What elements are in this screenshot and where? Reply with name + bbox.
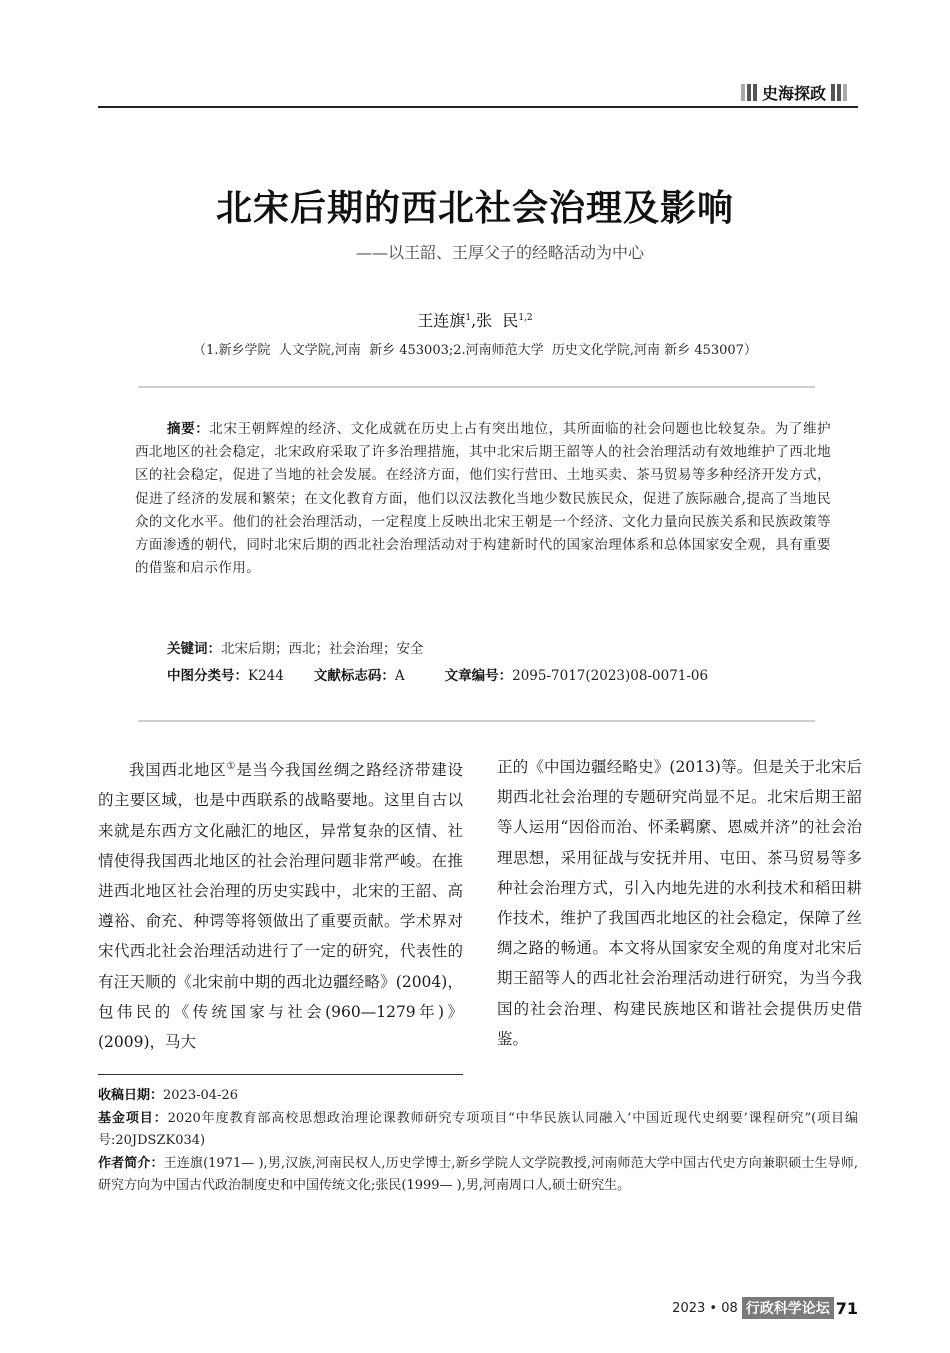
article-no-value: 2095-7017(2023)08-0071-06 [512,668,709,684]
tag-bars-right [831,84,847,101]
article-title: 北宋后期的西北社会治理及影响 [215,188,734,229]
body-text: 是当今我国丝绸之路经济带建设的主要区域，也是中西联系的战略要地。这里自古以来就是东西方文化融汇的地区，异常复杂的区情、社情使得我国西北地区的社会治理问题非常严峻。在推进西北地区社会治理的历史实践中，北宋的王韶、高遵裕、俞充、种谔等将领做出了重要贡献。学术界对宋代西北社会治理活动进行了一定的研究，代表性的有汪天顺的《北宋前中期的西北边疆经略》(2004)，包伟民的《传统国家与社会(960—1279年)》(2009)，马大 [98,761,463,1051]
tag-bars-left [741,84,757,101]
doc-code-item [314,664,405,684]
abstract [135,418,831,580]
received-label: 收稿日期： [98,1088,164,1103]
page-number: 71 [835,1298,858,1318]
clc-value: K244 [248,668,284,684]
footnote-rule [98,1074,463,1075]
footnote-marker: ① [226,761,237,772]
doc-code-label: 文献标志码： [313,668,395,684]
header-rule [98,106,858,108]
received-date [98,1085,858,1108]
author-bio-label: 作者简介： [98,1155,164,1171]
fund-value: 2020年度教育部高校思想政治理论课教师研究专项项目“中华民族认同融入‘中国近现代史纲要’课程研究”(项目编号:20JDSZK034) [98,1110,858,1149]
footnotes [98,1085,858,1198]
author-bio [98,1153,858,1198]
clc-label: 中图分类号： [167,668,248,684]
author-2: 张 民 [476,311,519,330]
body-column-right [497,752,862,1054]
author-2-affil: 1,2 [518,313,533,323]
journal-name: 行政科学论坛 [742,1297,834,1319]
abstract-label: 摘要： [167,421,210,437]
fund-info [98,1108,858,1153]
keywords-label: 关键词： [167,641,221,657]
received-value: 2023-04-26 [163,1088,238,1103]
body-paragraph: 正的《中国边疆经略史》(2013)等。但是关于北宋后期西北社会治理的专题研究尚显不足。北宋后期王韶等人运用“因俗而治、怀柔羁縻、恩威并济”的社会治理思想，采用征战与安抚并用、屯田、茶马贸易等多种社会治理方式，引入内地先进的水利技术和稻田耕作技术，维护了我国西北地区的社会稳定，保障了丝绸之路的畅通。本文将从国家安全观的角度对北宋后期王韶等人的西北社会治理活动进行研究，为当今我国的社会治理、构建民族地区和谐社会提供历史借鉴。 [497,758,862,1048]
issue-date: 2023 • 08 [672,1300,738,1316]
article-no-item [445,664,709,684]
abstract-text: 北宋王朝辉煌的经济、文化成就在历史上占有突出地位，其所面临的社会问题也比较复杂。为了维护西北地区的社会稳定，北宋政府采取了许多治理措施，其中北宋后期王韶等人的社会治理活动有效地维护了西北地区的社会稳定，促进了当地的社会发展。在经济方面，他们实行营田、土地买卖、茶马贸易等多种经济开发方式，促进了经济的发展和繁荣；在文化教育方面，他们以汉法教化当地少数民族民众，促进了族际融合,提高了当地民众的文化水平。他们的社会治理活动，一定程度上反映出北宋王朝是一个经济、文化力量向民族关系和民族政策等方面渗透的朝代，同时北宋后期的西北社会治理活动对于构建新时代的国家治理体系和总体国家安全观，具有重要的借鉴和启示作用。 [135,421,831,577]
author-1-affil: 1 [465,313,472,323]
article-no-label: 文章编号： [444,668,513,684]
keywords-line [167,637,827,657]
body-paragraph [98,752,463,1057]
author-bio-value: 王连旗(1971— ),男,汉族,河南民权人,历史学博士,新乡学院人文学院教授,河南师范大学中国古代史方向兼职硕士生导师,研究方向为中国古代政治制度史和中国传统文化;张民(1999— ),男,河南周口人,硕士研究生。 [98,1155,858,1194]
abstract-top-rule [138,386,815,388]
section-tag-label: 史海探政 [761,83,826,103]
author-1: 王连旗 [417,311,466,330]
body-text: 我国西北地区 [129,761,227,780]
article-subtitle: ——以王韶、王厚父子的经略活动为中心 [355,243,644,262]
doc-code-value: A [394,668,405,684]
author-separator: , [471,311,477,330]
abstract-bottom-rule [138,720,815,722]
author-line [0,308,950,331]
page-footer [672,1297,858,1319]
clc-item [167,664,284,684]
body-column-left [98,752,463,1057]
keywords-value: 北宋后期；西北；社会治理；安全 [221,641,424,657]
fund-label: 基金项目： [98,1110,168,1126]
section-tag [732,80,856,104]
affiliation: （1.新乡学院 人文学院,河南 新乡 453003;2.河南师范大学 历史文化学院,河南 新乡 453007） [193,343,757,358]
classification-line [167,664,827,684]
